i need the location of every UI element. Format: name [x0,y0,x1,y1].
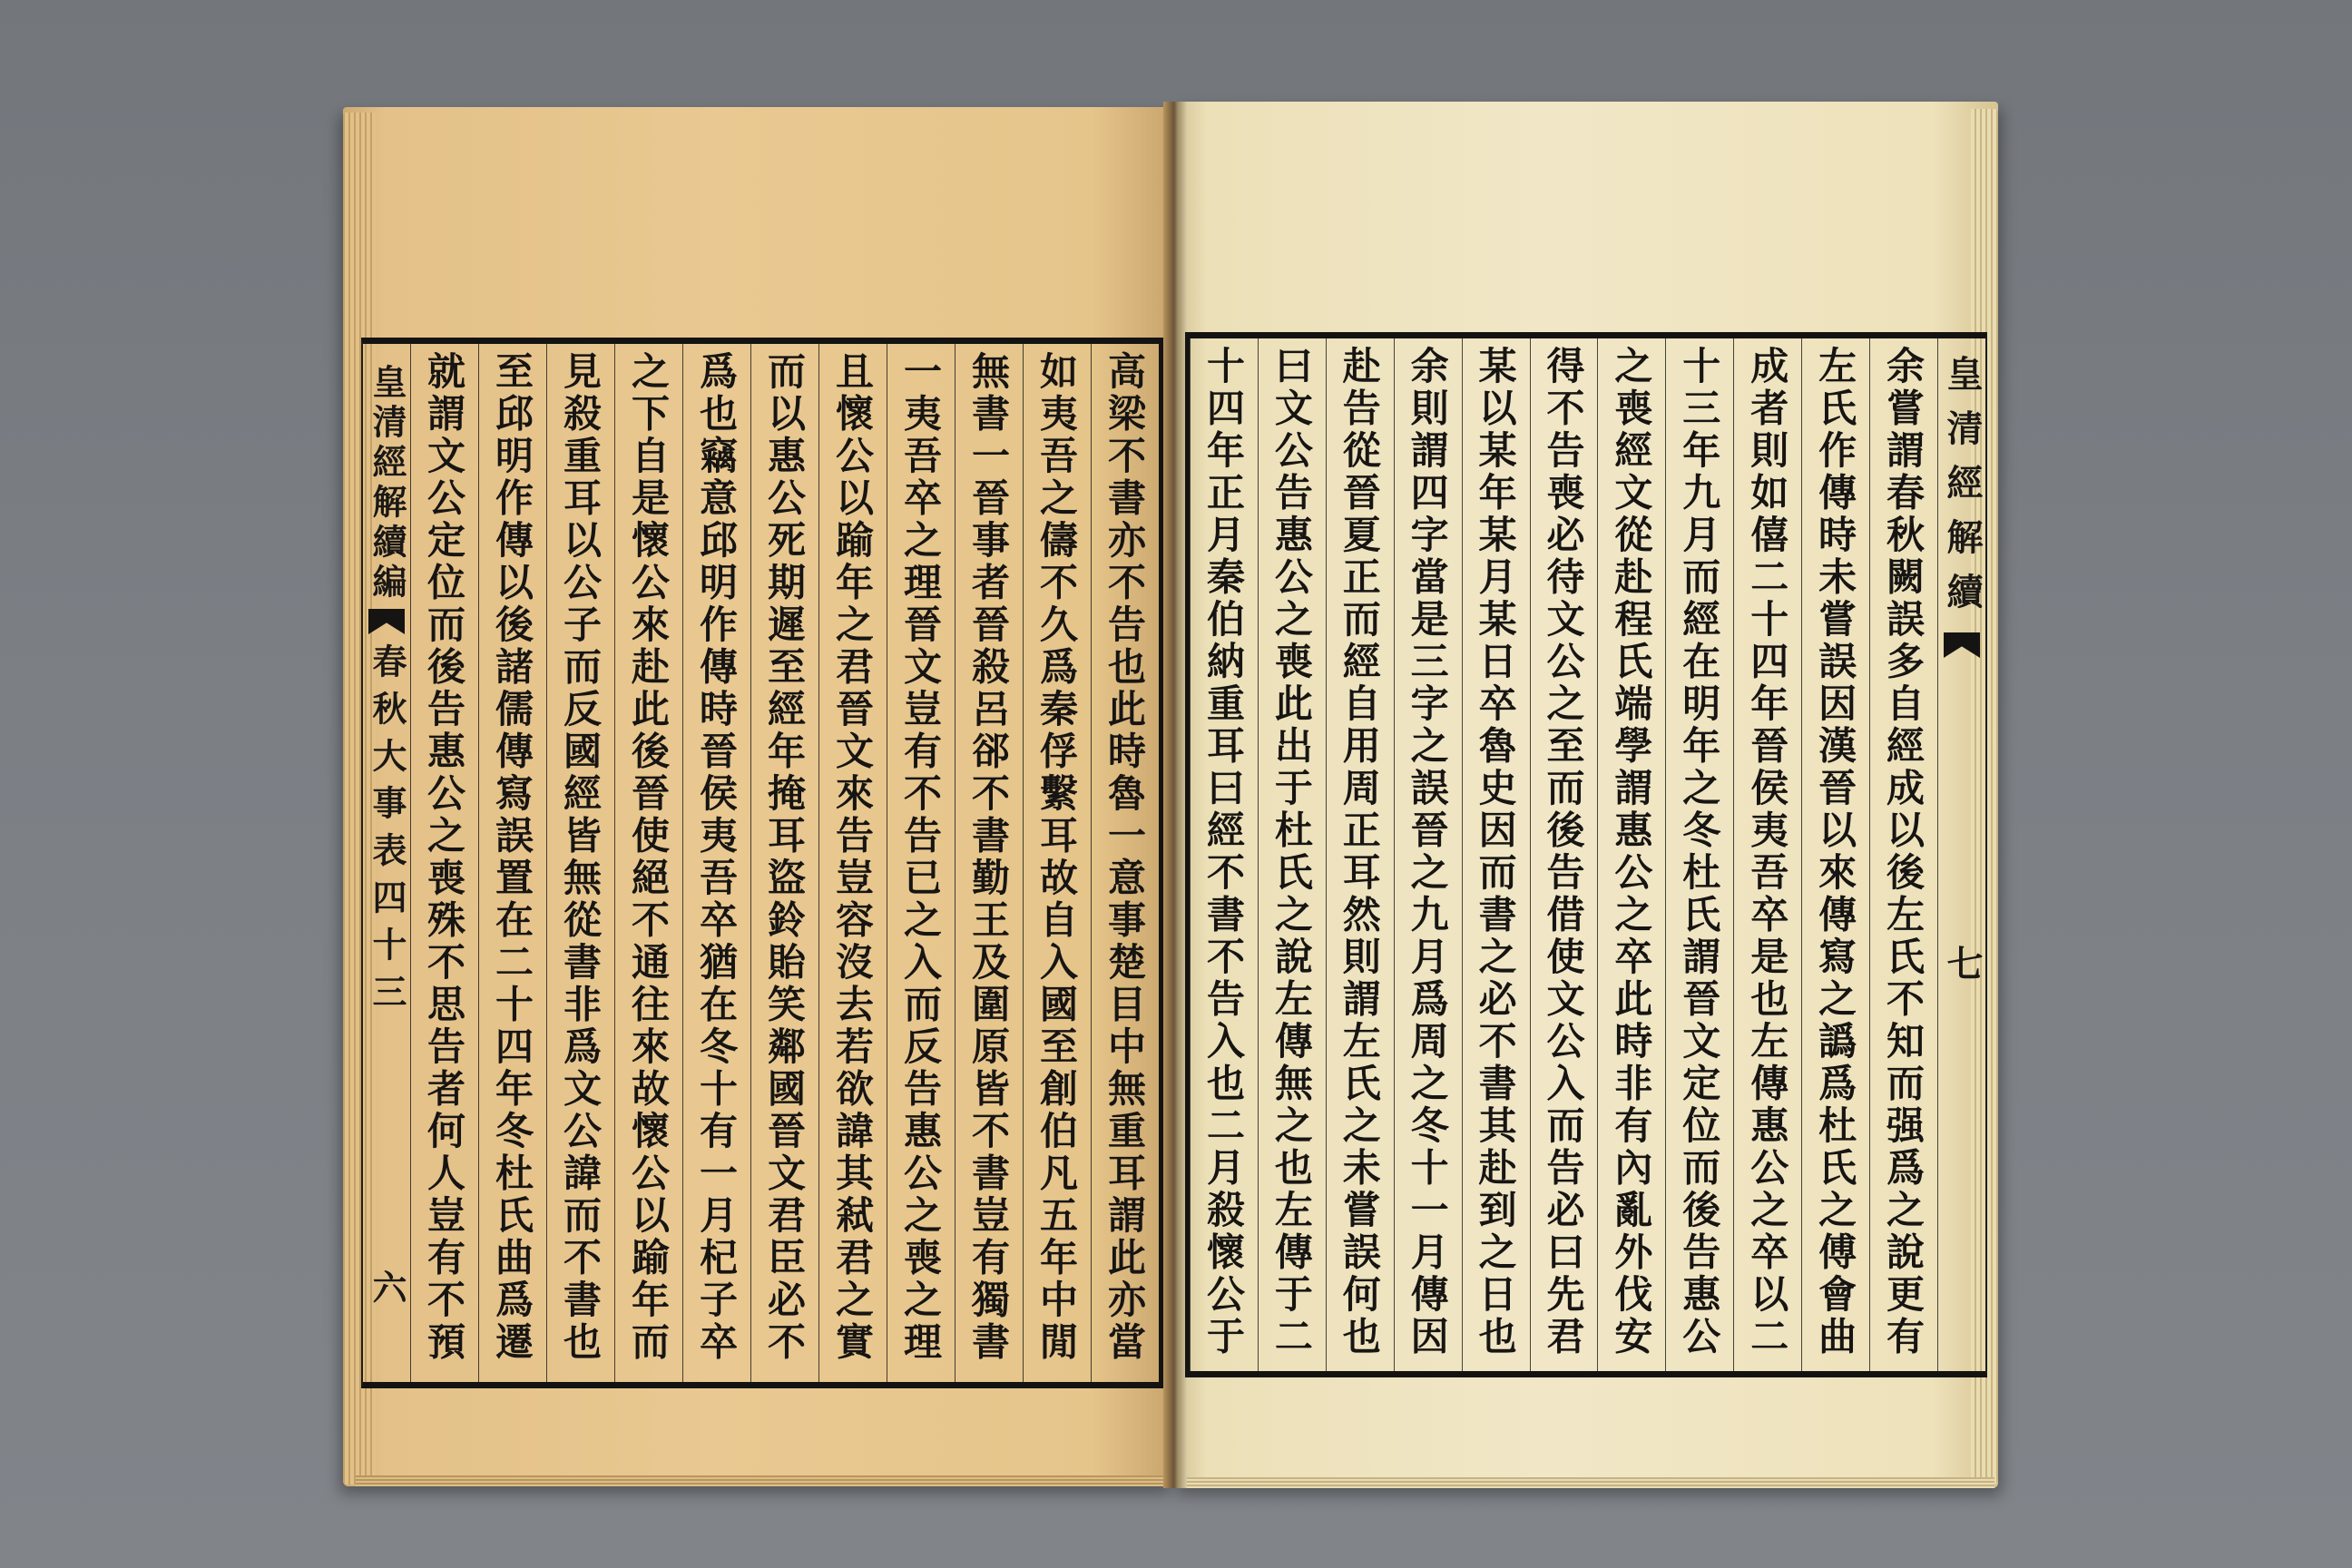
text-column: 十三年九月而經在明年之冬杜氏謂晉文定位而後告惠公 [1665,338,1733,1371]
right-text-frame [1185,332,1987,1377]
chapter-title: 春秋大事表四十三 [367,643,407,1021]
text-column: 無書一晉事者晉殺呂郤不書勤王及圍原皆不書豈有獨書 [955,344,1023,1382]
text-column: 且懷公以踰年之君晉文來告豈容沒去若欲諱其弒君之實 [818,344,887,1382]
page-edges-bottom-left [356,1475,1172,1486]
text-column: 余則謂四字當是三字之誤晉之九月爲周之冬十一月傳因 [1394,338,1462,1371]
text-column: 十四年正月秦伯納重耳曰經不書不告入也二月殺懷公于 [1190,338,1258,1371]
text-column: 成者則如僖二十四年晉侯夷吾卒是也左傳惠公之卒以二 [1733,338,1801,1371]
text-column: 見殺重耳以公子而反國經皆無從書非爲文公諱而不書也 [546,344,614,1382]
text-column: 余嘗謂春秋闕誤多自經成以後左氏不知而强爲之說更有 [1869,338,1937,1371]
leaf-number: 七 [1941,945,1984,981]
text-column: 高梁不書亦不告也此時魯一意事楚目中無重耳謂此亦當 [1091,344,1159,1382]
running-title: 皇清經解續 [1941,355,1984,627]
text-column: 就謂文公定位而後告惠公之喪殊不思告者何人豈有不預 [410,344,478,1382]
leaf-number: 六 [367,1269,407,1304]
text-column: 某以某年某月某日卒魯史因而書之必不書其赴到之日也 [1462,338,1530,1371]
text-column: 如夷吾之儔不久爲秦俘繫耳故自入國至創伯凡五年中閒 [1023,344,1091,1382]
text-column: 而以惠公死期遲至經年掩耳盜鈴貽笑鄰國晉文君臣必不 [750,344,818,1382]
text-column: 至邱明作傳以後諸儒傳寫誤置在二十四年冬杜氏曲爲遷 [478,344,546,1382]
running-title: 皇清經解續編 [367,364,407,603]
left-page-margin [363,344,410,1382]
text-column: 曰文公告惠公之喪此出于杜氏之說左傳無之也左傳于二 [1258,338,1326,1371]
page-edges-bottom-right [1178,1477,1994,1488]
text-column: 赴告從晉夏正而經自用周正耳然則謂左氏之未嘗誤何也 [1326,338,1394,1371]
text-column: 左氏作傳時未嘗誤因漢晉以來傳寫之譌爲杜氏之傅會曲 [1801,338,1869,1371]
book-gutter [1163,102,1187,1488]
text-column: 得不告喪必待文公之至而後告借使文公入而告必曰先君 [1530,338,1598,1371]
text-column: 之喪經文從赴程氏端學謂惠公之卒此時非有內亂外伐安 [1597,338,1665,1371]
fish-tail-mark [368,609,405,634]
right-page-margin [1937,338,1985,1371]
left-text-frame [361,338,1163,1388]
text-column: 爲也竊意邱明作傳時晉侯夷吾卒猶在冬十有一月杞子卒 [682,344,750,1382]
text-column: 一夷吾卒之理晉文豈有不告已之入而反告惠公之喪之理 [887,344,955,1382]
fish-tail-mark [1944,632,1980,658]
text-column: 之下自是懷公來赴此後晉使絕不通往來故懷公以踰年而 [614,344,682,1382]
